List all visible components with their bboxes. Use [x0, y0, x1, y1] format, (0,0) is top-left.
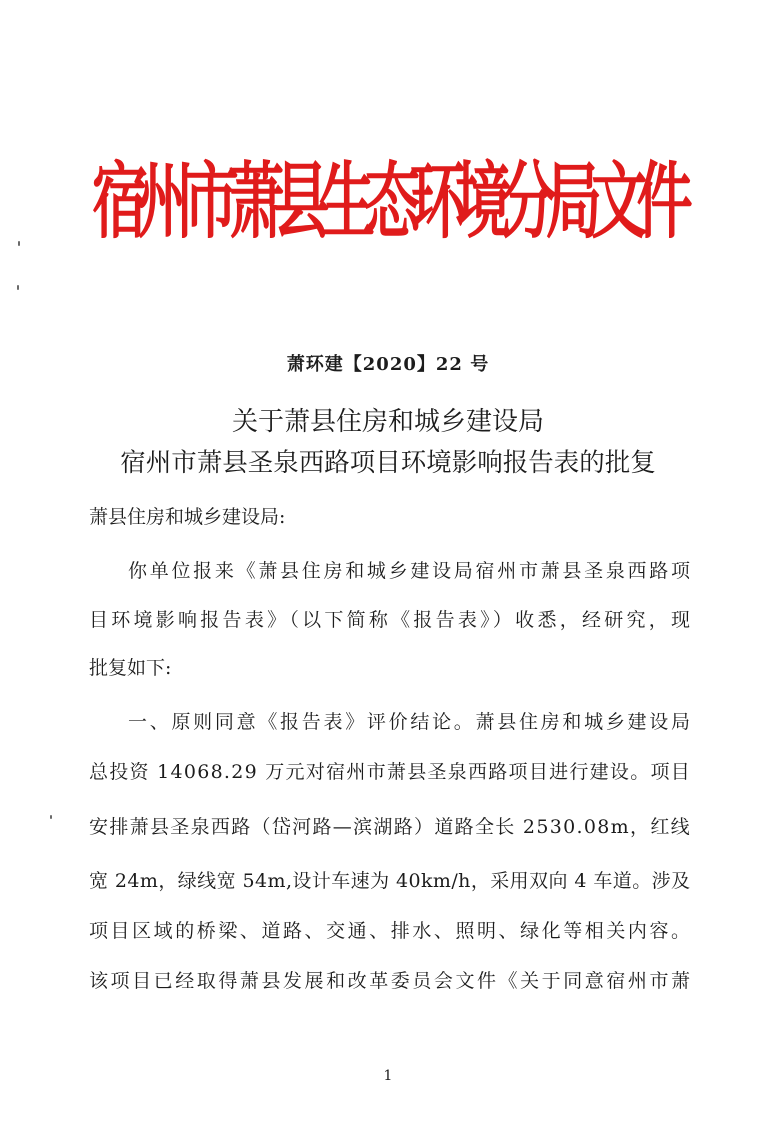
body-text-line: 一、原则同意《报告表》评价结论。萧县住房和城乡建设局	[128, 711, 693, 733]
document-number: 萧环建【2020】22 号	[286, 354, 490, 375]
scan-speck	[50, 815, 52, 819]
body-text-line: 安排萧县圣泉西路（岱河路—滨湖路）道路全长 2530.08m，红线	[89, 816, 691, 838]
body-text-line: 批复如下:	[89, 657, 172, 679]
body-text-line: 总投资 14068.29 万元对宿州市萧县圣泉西路项目进行建设。项目	[89, 761, 692, 783]
scan-speck	[17, 285, 19, 290]
body-text-line: 宽 24m，绿线宽 54m,设计车速为 40km/h，采用双向 4 车道。涉及	[89, 870, 691, 892]
body-text-line: 项目区域的桥梁、道路、交通、排水、照明、绿化等相关内容。	[89, 920, 693, 942]
document-header-title: 宿州市萧县生态环境分局文件	[92, 153, 683, 251]
scan-speck	[18, 241, 20, 246]
body-text-line: 你单位报来《萧县住房和城乡建设局宿州市萧县圣泉西路项	[128, 560, 693, 582]
body-text-line: 该项目已经取得萧县发展和改革委员会文件《关于同意宿州市萧	[89, 970, 693, 992]
document-title-line: 宿州市萧县圣泉西路项目环境影响报告表的批复	[120, 448, 656, 478]
page-number: 1	[383, 1068, 393, 1084]
body-text-line: 目环境影响报告表》（以下简称《报告表》）收悉，经研究，现	[89, 609, 694, 631]
document-title-line: 关于萧县住房和城乡建设局	[231, 407, 544, 437]
addressee-line: 萧县住房和城乡建设局:	[89, 506, 286, 528]
